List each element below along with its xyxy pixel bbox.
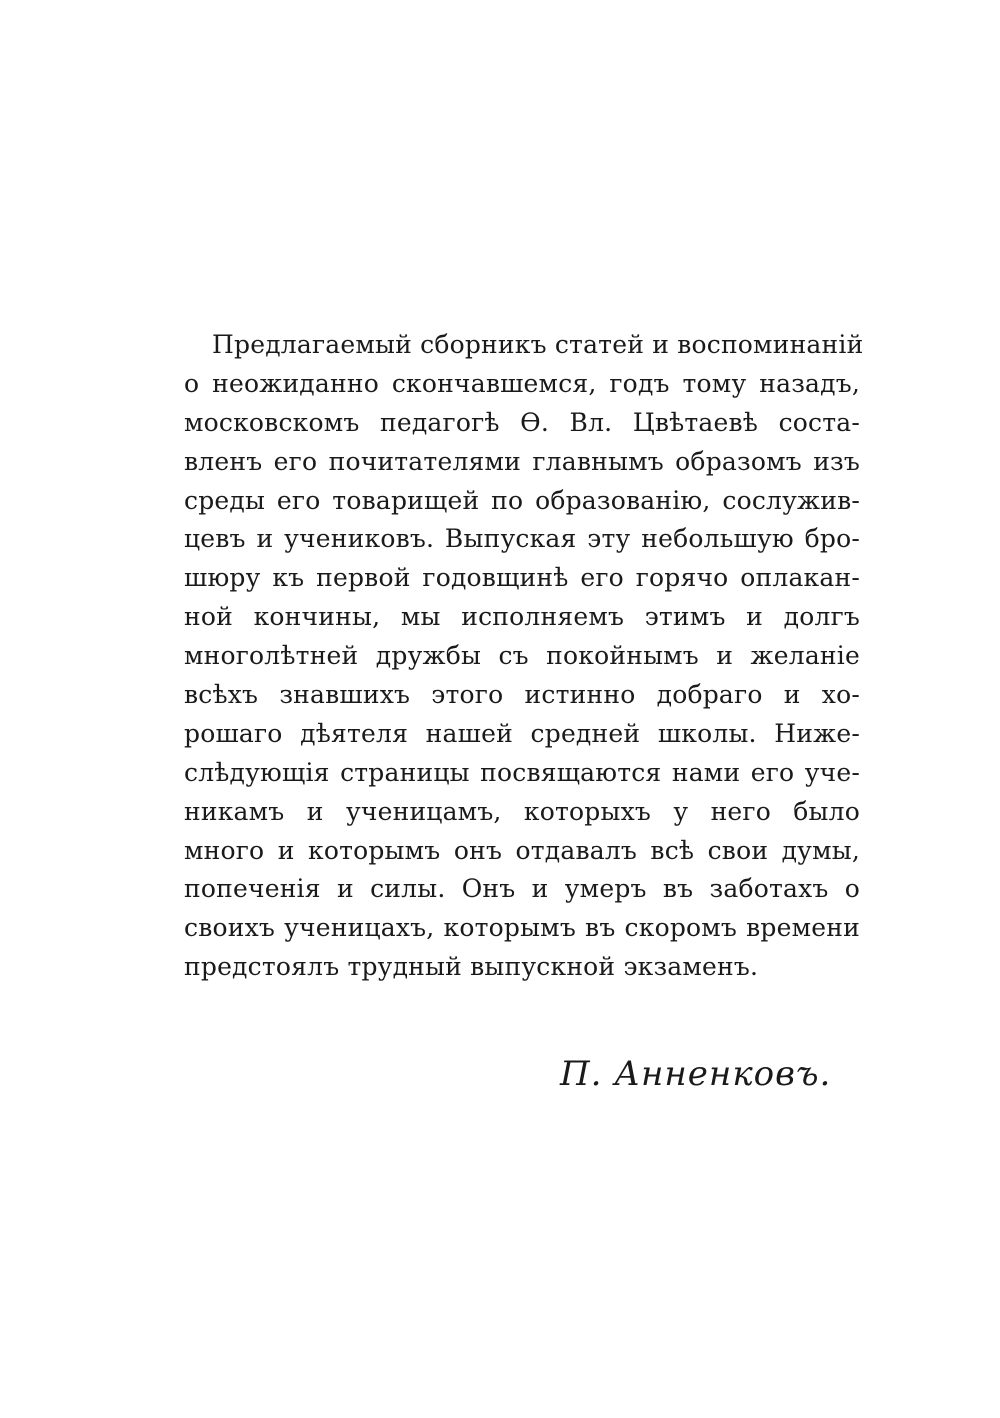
text-line-2: о неожиданно скончавшемся, годъ тому назадъ,: [184, 368, 860, 398]
text-line-14: много и которымъ онъ отдавалъ всѣ свои думы,: [184, 835, 860, 865]
text-line-3: московскомъ педагогѣ Ѳ. Вл. Цвѣтаевѣ соста-: [184, 407, 860, 437]
text-line-12: слѣдующія страницы посвящаются нами его уче-: [184, 757, 860, 787]
text-line-17: предстоялъ трудный выпускной экзаменъ.: [184, 952, 759, 982]
preface-paragraph: [184, 326, 864, 987]
text-line-10: всѣхъ знавшихъ этого истинно добраго и хо-: [184, 680, 860, 710]
text-line-6: цевъ и учениковъ. Выпуская эту небольшую бро-: [184, 524, 860, 554]
text-line-16: своихъ ученицахъ, которымъ въ скоромъ времени: [184, 913, 860, 943]
text-line-13: никамъ и ученицамъ, которыхъ у него было: [184, 796, 860, 826]
text-line-11: рошаго дѣятеля нашей средней школы. Ниже-: [184, 718, 860, 748]
text-line-15: попеченія и силы. Онъ и умеръ въ заботахъ о: [184, 874, 860, 904]
text-line-7: шюру къ первой годовщинѣ его горячо оплакан-: [184, 563, 860, 593]
author-signature: П. Анненковъ.: [560, 1054, 832, 1094]
text-line-1: Предлагаемый сборникъ статей и воспоминаній: [212, 330, 864, 359]
text-line-8: ной кончины, мы исполняемъ этимъ и долгъ: [184, 602, 860, 632]
text-line-9: многолѣтней дружбы съ покойнымъ и желаніе: [184, 641, 860, 671]
text-line-4: вленъ его почитателями главнымъ образомъ изъ: [184, 446, 860, 476]
text-line-5: среды его товарищей по образованію, сослужив-: [184, 485, 860, 515]
